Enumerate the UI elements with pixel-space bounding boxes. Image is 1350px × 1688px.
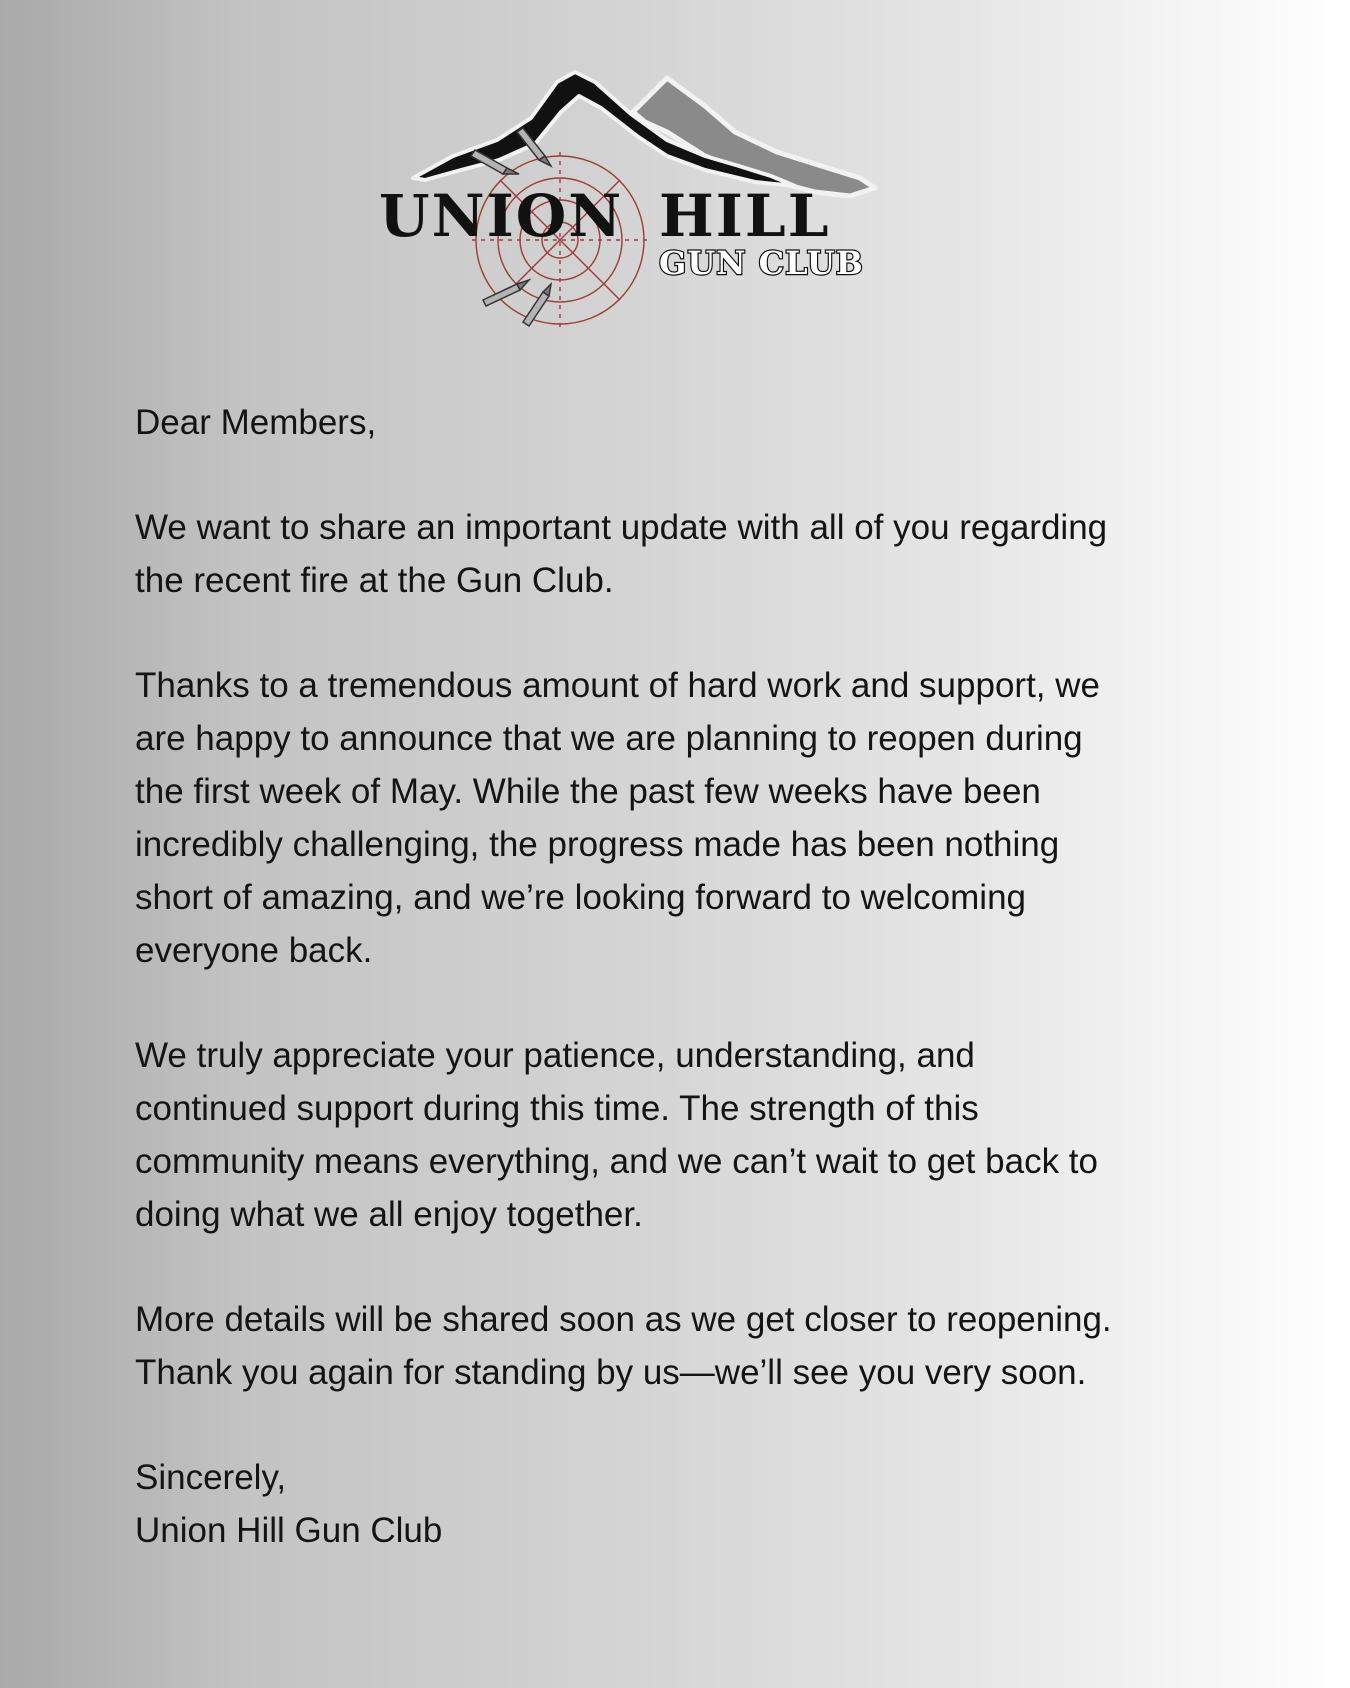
paragraph-line: are happy to announce that we are planning to reopen during — [135, 719, 1083, 758]
paragraph-line: Thanks to a tremendous amount of hard work and support, we — [135, 666, 1100, 705]
sign-off — [135, 1451, 1225, 1557]
paragraph-line: short of amazing, and we’re looking forward to welcoming — [135, 878, 1026, 917]
logo-title-right: HILL — [659, 182, 831, 250]
paragraph-line: everyone back. — [135, 931, 373, 970]
paragraph-1 — [135, 501, 1225, 607]
greeting — [135, 396, 1225, 449]
paragraph-line: community means everything, and we can’t wait to get back to — [135, 1142, 1098, 1181]
logo-subtitle: GUN CLUB — [659, 244, 864, 282]
club-logo — [379, 60, 945, 335]
paragraph-line: More details will be shared soon as we get closer to reopening. — [135, 1300, 1112, 1339]
paragraph-line: the first week of May. While the past few weeks have been — [135, 772, 1041, 811]
paragraph-line: doing what we all enjoy together. — [135, 1195, 643, 1234]
paragraph-line: the recent fire at the Gun Club. — [135, 561, 614, 600]
paragraph-line: Thank you again for standing by us—we’ll see you very soon. — [135, 1353, 1087, 1392]
logo-title-left: UNION — [379, 182, 624, 250]
paragraph-line: We want to share an important update with all of you regarding — [135, 508, 1108, 547]
paragraph-line: We truly appreciate your patience, understanding, and — [135, 1036, 975, 1075]
letter-body — [135, 396, 1225, 1557]
paragraph-2 — [135, 659, 1225, 977]
signature: Union Hill Gun Club — [135, 1511, 443, 1550]
paragraph-3 — [135, 1029, 1225, 1241]
paragraph-4 — [135, 1293, 1225, 1399]
closing: Sincerely, — [135, 1458, 287, 1497]
paragraph-line: incredibly challenging, the progress made has been nothing — [135, 825, 1060, 864]
paragraph-line: continued support during this time. The strength of this — [135, 1089, 979, 1128]
greeting-line: Dear Members, — [135, 403, 377, 442]
